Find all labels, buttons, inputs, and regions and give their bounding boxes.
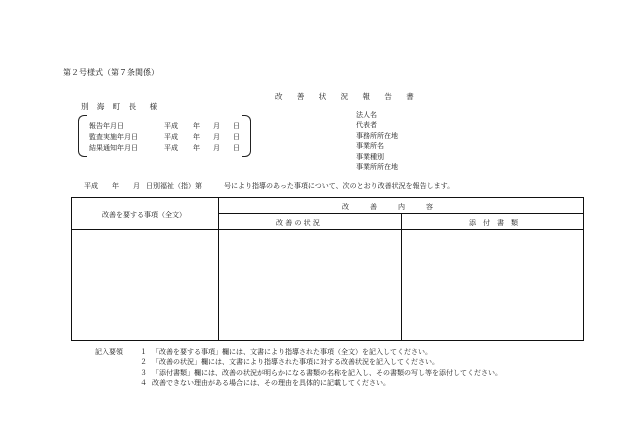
table-divider (218, 198, 219, 340)
date-era: 平成 (164, 144, 178, 152)
business-type-label: 事業種別 (356, 152, 384, 161)
table-divider (401, 213, 402, 340)
instructions-title: 記入要領 (95, 348, 123, 356)
facility-name-label: 事業所名 (356, 142, 384, 151)
date-month: 月 (213, 122, 220, 130)
date-month: 月 (213, 133, 220, 141)
instruction-text: 改善できない理由がある場合には、その理由を具体的に記載してください。 (152, 378, 390, 387)
improvement-table (71, 197, 584, 341)
date-era: 平成 (164, 133, 178, 141)
table-divider (218, 213, 583, 214)
status-cell[interactable] (220, 231, 400, 339)
report-date-row (89, 121, 249, 130)
guidance-sentence (84, 183, 454, 190)
instruction-number: １ (140, 348, 147, 356)
office-address-label: 事務所所在地 (356, 131, 398, 140)
facility-address-label: 事業所所在地 (356, 162, 398, 171)
guidance-tail: 号により指導のあった事項について、次のとおり改善状況を報告します。 (224, 182, 455, 190)
guidance-body: 日別福祉（指）第 (146, 182, 202, 190)
col-header-issues: 改善を要する事項（全文） (102, 211, 186, 219)
date-month: 月 (213, 144, 220, 152)
date-day: 日 (233, 144, 240, 152)
date-day: 日 (233, 122, 240, 130)
guidance-era: 平成 (84, 182, 98, 190)
corp-name-label: 法人名 (356, 111, 377, 119)
date-year: 年 (193, 133, 200, 141)
issues-cell[interactable] (73, 231, 217, 339)
date-day: 日 (233, 133, 240, 141)
date-label: 報告年月日 (89, 122, 124, 130)
representative-label: 代表者 (356, 121, 377, 130)
instruction-number: ２ (140, 358, 147, 367)
corporation-fields (356, 110, 476, 172)
date-label: 結果通知年月日 (89, 144, 138, 152)
addressee: 別 海 町 長 様 (81, 102, 161, 111)
date-label: 監査実施年月日 (89, 133, 138, 141)
audit-date-row (89, 132, 249, 141)
table-divider (72, 229, 583, 230)
col-header-attachments: 添 付 書 類 (469, 219, 518, 227)
guidance-month: 月 (133, 182, 140, 190)
date-year: 年 (193, 122, 200, 130)
document-title: 改 善 状 況 報 告 書 (275, 92, 420, 101)
guidance-year: 年 (112, 182, 119, 190)
date-era: 平成 (164, 122, 178, 130)
col-header-improvement: 改 善 内 容 (342, 203, 433, 211)
date-bracket-left (78, 115, 87, 157)
instruction-text: 「添付書類」欄には、改善の状況が明らかになる書類の名称を記入し、その書類の写し等を添付してください。 (152, 368, 502, 377)
result-notice-date-row (89, 143, 249, 152)
instruction-text: 「改善を要する事項」欄には、文書により指導された事項（全文）を記入してください。 (152, 348, 432, 356)
col-header-status: 改 善 の 状 況 (276, 219, 320, 227)
date-year: 年 (193, 144, 200, 152)
form-number: 第２号様式（第７条関係） (63, 68, 159, 77)
instruction-text: 「改善の状況」欄には、文書により指導された事項に対する改善状況を記入してください。 (152, 358, 439, 367)
instruction-number: ３ (140, 368, 147, 377)
attachments-cell[interactable] (403, 231, 582, 339)
instruction-number: ４ (140, 378, 147, 387)
